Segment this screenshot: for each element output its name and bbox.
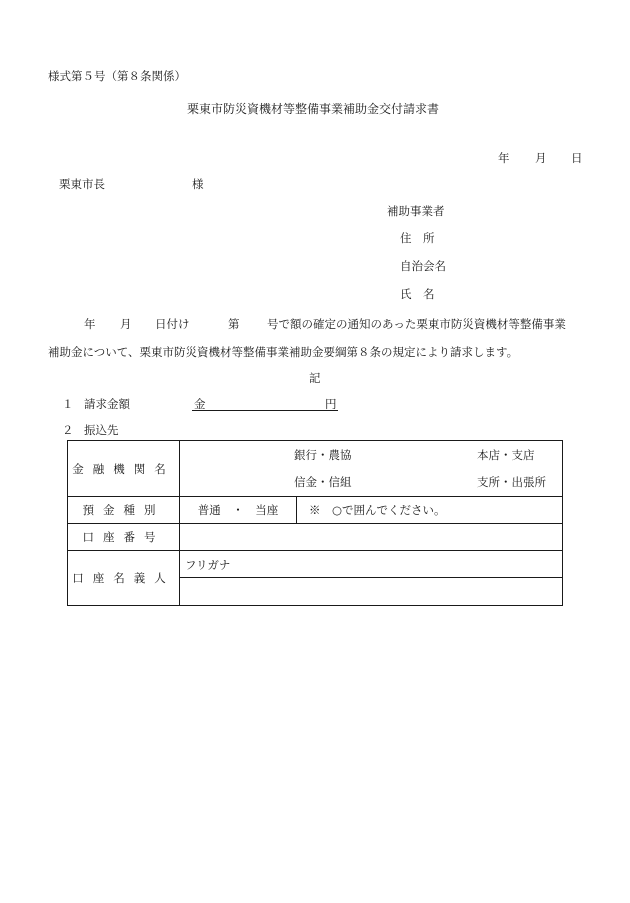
bank-type-line1: 銀行・農協 [294,448,352,462]
amount-underline [192,396,338,411]
branch-type-line2: 支所・出張所 [477,475,546,489]
form-number: 様式第５号（第８条関係） [48,69,186,83]
item2-number: ２ [62,423,74,437]
item1-yen: 円 [325,397,337,411]
addressee-honorific: 様 [192,177,204,191]
date-year: 年 [498,151,510,165]
date-day: 日 [571,151,583,165]
document-title: 栗東市防災資機材等整備事業補助金交付請求書 [187,102,440,116]
date-month: 月 [535,151,547,165]
addressee-name: 栗東市長 [59,177,105,191]
body-line1-dateref: 日付け [155,317,190,331]
item1-number: １ [62,397,74,411]
bank-type-line2: 信金・信組 [294,475,352,489]
institution-field[interactable] [180,441,563,497]
applicant-association-label: 自治会名 [400,259,446,273]
deposit-type-options[interactable]: 普通 ・ 当座 [180,497,297,524]
applicant-address-label: 住 所 [400,231,435,245]
account-holder-label: 口座名義人 [68,551,180,606]
item2-label: 振込先 [84,423,119,437]
applicant-heading: 補助事業者 [387,204,445,218]
item1-label: 請求金額 [84,397,130,411]
deposit-type-label: 預金種別 [68,497,180,524]
account-number-field[interactable] [180,524,563,551]
deposit-type-note: ※ ○で囲んでください。 [297,497,563,524]
account-holder-field[interactable] [180,578,563,606]
ki-label: 記 [309,371,321,385]
applicant-name-label: 氏 名 [400,287,435,301]
body-line1-year: 年 [84,317,96,331]
bank-table [67,440,563,606]
institution-label: 金融機関名 [68,441,180,497]
body-line1-number-prefix: 第 [228,317,240,331]
item1-kin: 金 [194,397,206,411]
body-line1-rest: 号で額の確定の通知のあった栗東市防災資機材等整備事業 [267,317,566,331]
body-line2: 補助金について、栗東市防災資機材等整備事業補助金要綱第８条の規定により請求します。 [48,345,519,359]
body-line1-month: 月 [120,317,132,331]
branch-type-line1: 本店・支店 [477,448,535,462]
furigana-field[interactable]: フリガナ [180,551,563,578]
account-number-label: 口座番号 [68,524,180,551]
